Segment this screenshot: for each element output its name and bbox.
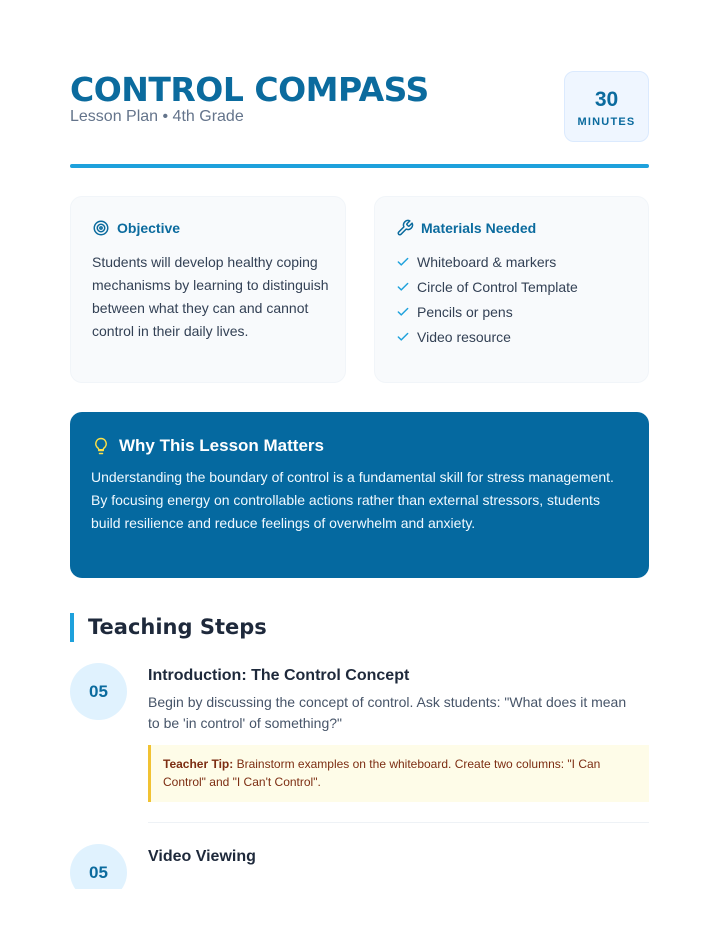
page-bottom-mask (0, 889, 720, 932)
list-item (396, 299, 578, 324)
section-title-teaching-steps: Teaching Steps (70, 613, 267, 642)
header-divider (70, 164, 649, 168)
check-icon (396, 305, 410, 319)
duration-value: 30 (594, 88, 619, 111)
step-title: Video Viewing (148, 848, 256, 865)
wrench-icon (396, 219, 414, 237)
objective-text: Students will develop healthy coping mechanisms by learning to distinguish between what they can and cannot control in their daily lives. (92, 254, 329, 339)
materials-list (396, 249, 578, 349)
objective-header (92, 219, 180, 237)
list-item (396, 249, 578, 274)
step-number-badge: 05 (70, 844, 127, 901)
objective-label: Objective (117, 220, 181, 236)
materials-card (374, 196, 649, 383)
check-icon (396, 255, 410, 269)
teacher-tip (148, 745, 649, 802)
why-lesson-matters-box (70, 412, 649, 578)
check-icon (396, 280, 410, 294)
page-subtitle: Lesson Plan • 4th Grade (70, 108, 244, 125)
objective-card (70, 196, 346, 383)
list-item (396, 274, 578, 299)
list-item (396, 324, 578, 349)
teacher-tip-text: Brainstorm examples on the whiteboard. Create two columns: "I Can Control" and "I Can't Control". (163, 757, 601, 789)
why-label: Why This Lesson Matters (119, 436, 324, 455)
material-item-label: Pencils or pens (417, 303, 513, 320)
why-header (92, 436, 324, 456)
step-number-badge: 05 (70, 663, 127, 720)
step-title: Introduction: The Control Concept (148, 667, 410, 684)
duration-badge (564, 71, 649, 142)
material-item-label: Whiteboard & markers (417, 253, 557, 270)
material-item-label: Video resource (417, 328, 511, 345)
duration-unit: MINUTES (577, 116, 636, 128)
check-icon (396, 330, 410, 344)
material-item-label: Circle of Control Template (417, 278, 578, 295)
lightbulb-icon (92, 437, 110, 455)
materials-label: Materials Needed (421, 220, 537, 236)
target-icon (92, 219, 110, 237)
step-description: Begin by discussing the concept of control. Ask students: "What does it mean to be 'in control' of something?" (148, 694, 627, 731)
materials-header (396, 219, 536, 237)
step-divider (148, 822, 649, 823)
page-title: CONTROL COMPASS (70, 70, 429, 109)
teacher-tip-label: Teacher Tip: (163, 757, 234, 771)
why-text: Understanding the boundary of control is a fundamental skill for stress management. By focusing energy on controllable actions rather than external stressors, students build resilience and reduce feelings of overwhelm and anxiety. (91, 469, 614, 531)
